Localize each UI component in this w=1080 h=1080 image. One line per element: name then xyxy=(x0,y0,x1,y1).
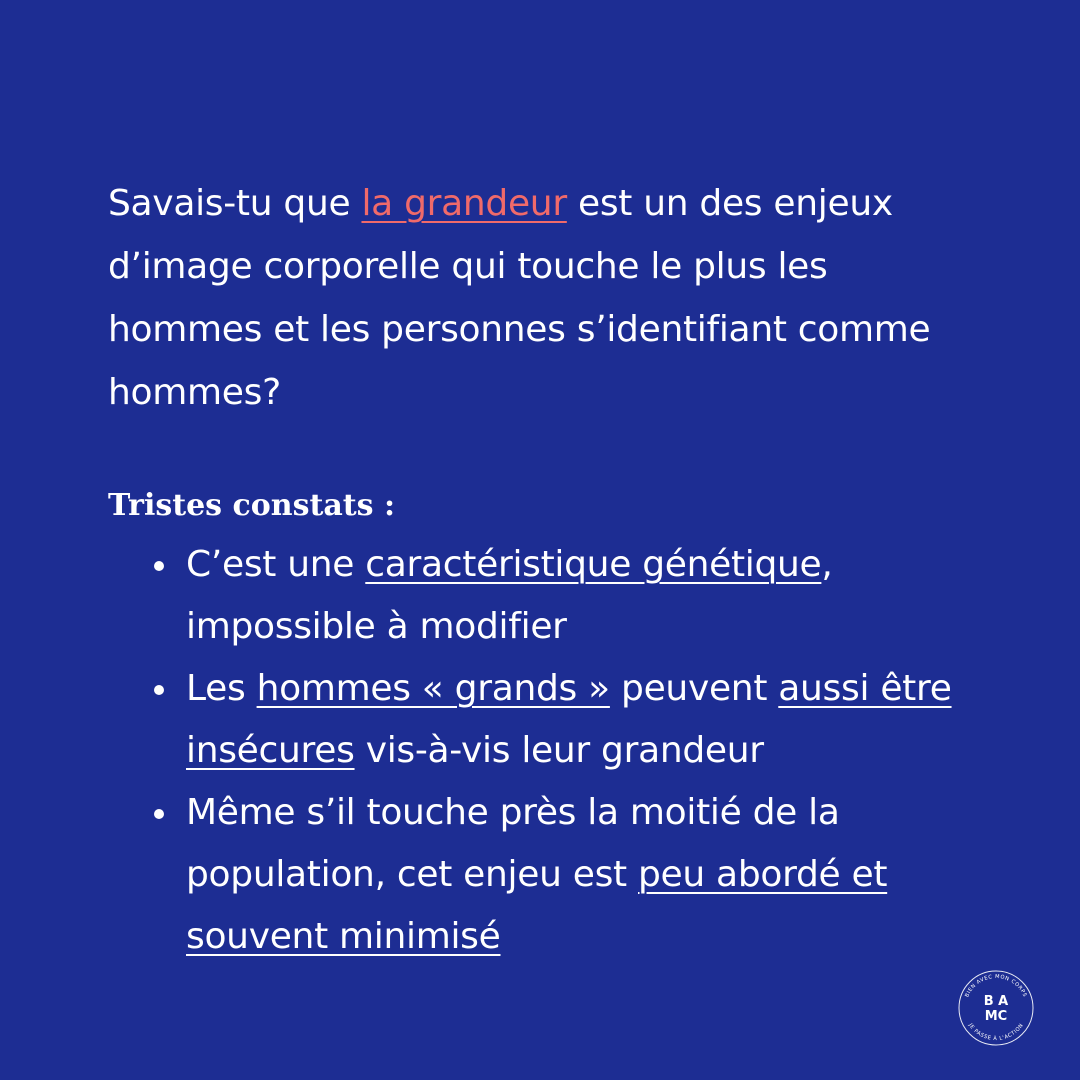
intro-highlight-link[interactable]: la grandeur xyxy=(361,183,567,224)
logo-letters-bottom: MC xyxy=(984,1009,1008,1024)
bullet-dot-icon xyxy=(154,561,164,571)
underlined-phrase: peu abordé et souvent minimisé xyxy=(186,854,888,957)
intro-paragraph xyxy=(108,172,988,424)
underlined-phrase: hommes « grands » xyxy=(256,668,610,709)
list-item xyxy=(150,534,970,658)
logo-ring-top-text: BIEN AVEC MON CORPS xyxy=(964,973,1028,999)
underlined-phrase: aussi être insécures xyxy=(186,668,952,771)
list-item-text: Les xyxy=(186,668,257,709)
section-heading: Tristes constats : xyxy=(108,488,396,523)
intro-text-before: Savais-tu que xyxy=(108,183,362,224)
logo-letters-top: B A xyxy=(983,994,1009,1009)
list-item-text: Même s’il touche près la moitié de la population, cet enjeu est xyxy=(186,792,840,895)
list-item-text: , impossible à modifier xyxy=(186,544,833,647)
list-item xyxy=(150,658,970,782)
list-item-text: peuvent xyxy=(609,668,779,709)
list-item xyxy=(150,782,970,968)
list-item-text: vis-à-vis leur grandeur xyxy=(354,730,764,771)
intro-text-after: est un des enjeux d’image corporelle qui touche le plus les hommes et les personnes s’identifiant comme hommes? xyxy=(108,183,931,413)
bullet-dot-icon xyxy=(154,685,164,695)
bamc-logo-icon xyxy=(956,968,1036,1048)
bullet-dot-icon xyxy=(154,809,164,819)
constats-list xyxy=(150,534,970,968)
underlined-phrase: caractéristique génétique xyxy=(365,544,822,585)
list-item-text: C’est une xyxy=(186,544,366,585)
logo-ring-bottom-text: JE PASSE À L'ACTION xyxy=(967,1022,1025,1043)
